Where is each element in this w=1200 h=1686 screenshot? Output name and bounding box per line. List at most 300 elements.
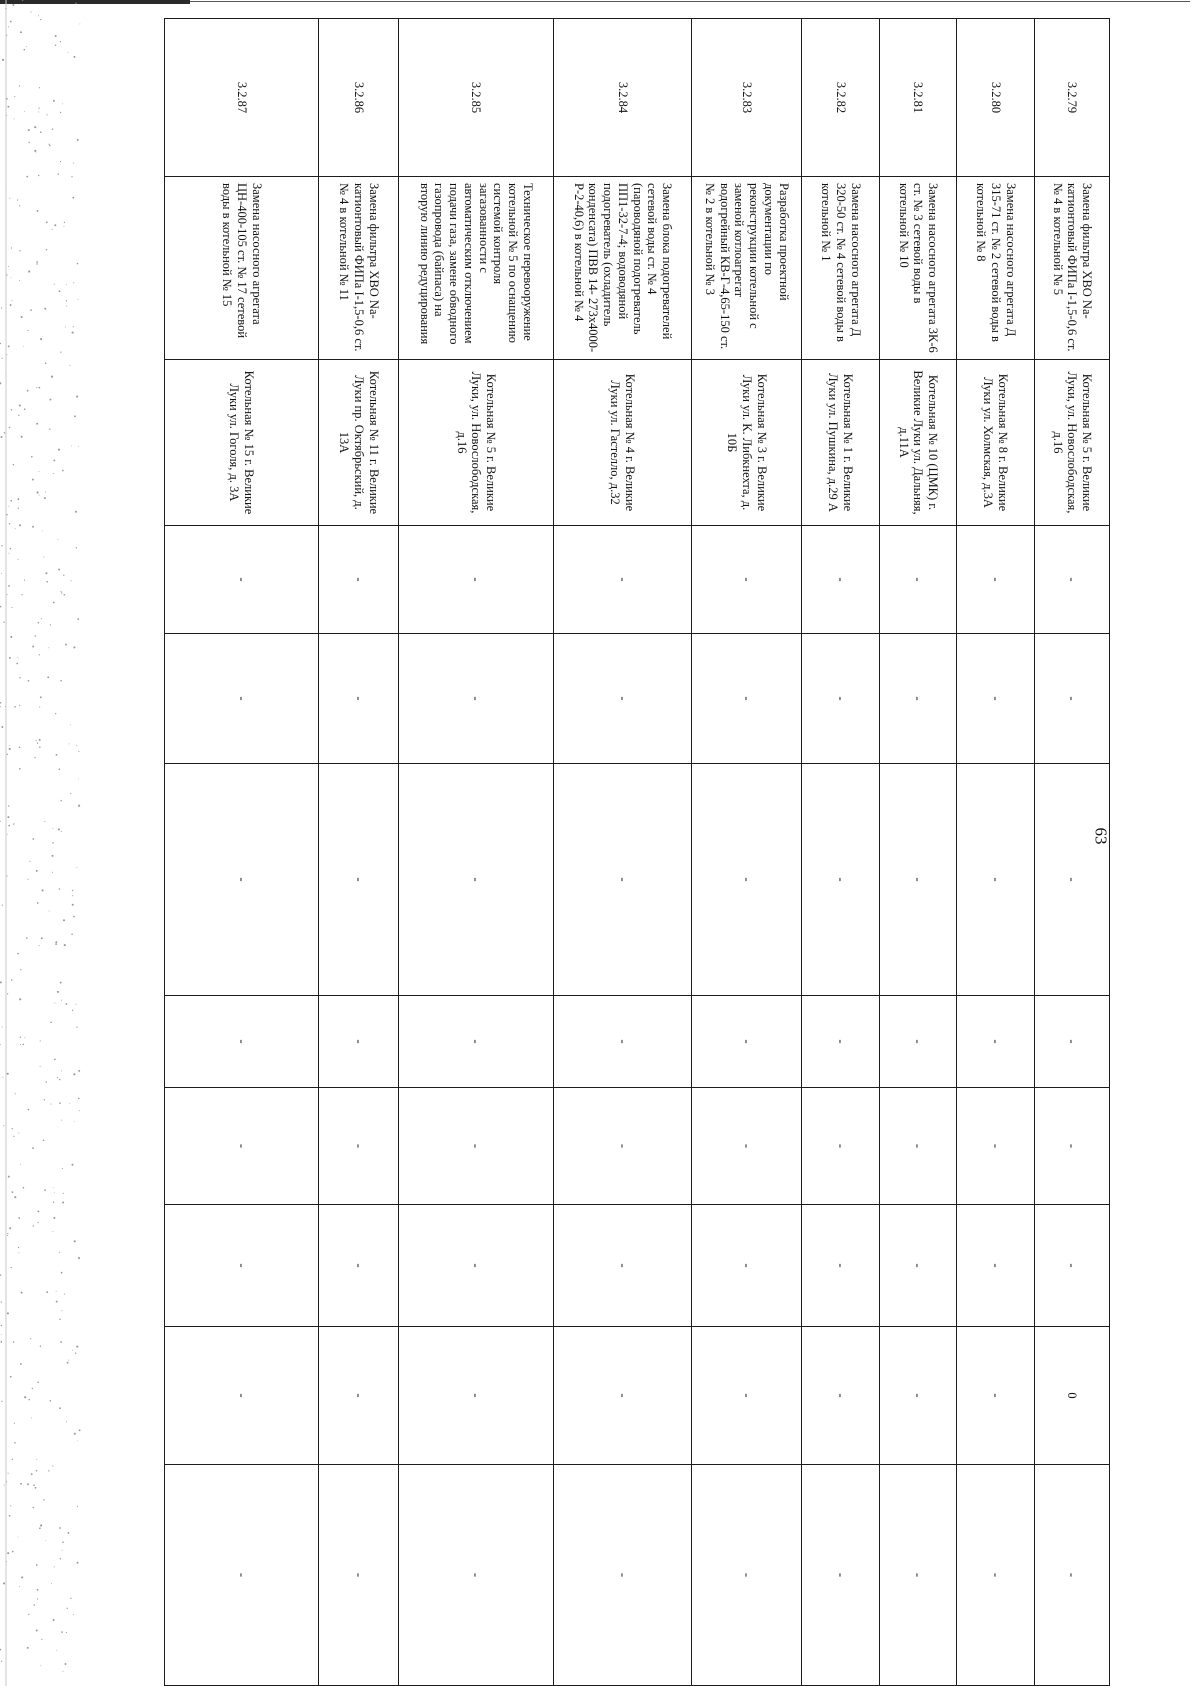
value-cell: - [319,1465,399,1686]
scan-speck [1,573,2,574]
value-cell: - [399,1205,554,1327]
scan-speck [13,464,14,465]
value-cell: - [692,996,802,1088]
row-number-cell: 3.2.85 [399,19,554,177]
scan-speck [37,1598,38,1599]
scan-speck [45,362,47,364]
scan-speck [34,150,36,152]
scan-speck [36,740,37,741]
scan-speck [27,1647,29,1649]
value-cell: - [802,1327,880,1465]
scan-speck [73,1614,74,1615]
scan-speck [56,1301,58,1303]
scan-speck [14,1442,16,1444]
scan-speck [57,1077,58,1078]
scan-speck [33,1604,35,1606]
value-cell: - [554,1088,692,1205]
scan-speck [8,805,9,806]
scan-speck [0,1649,1,1651]
scan-speck [19,677,21,679]
boiler-address-cell: Котельная № 4 г. Великие Луки ул. Гастелло, д.32 [554,360,692,526]
scan-speck [4,432,6,434]
scan-speck [14,706,16,708]
scan-speck [67,1362,69,1364]
scan-speck [40,696,42,698]
scan-speck [23,346,24,347]
scan-speck [71,176,72,177]
scan-speck [78,1070,80,1072]
scan-speck [50,1021,52,1023]
value-cell: - [802,1465,880,1686]
scan-speck [52,1466,53,1467]
scan-speck [50,624,51,625]
scan-speck [54,224,56,226]
scan-speck [19,768,21,770]
row-number-cell: 3.2.82 [802,19,880,177]
scan-speck [47,676,49,678]
scan-speck [52,842,54,844]
table-row [802,19,880,1686]
scan-speck [60,112,61,113]
scan-speck [33,1484,35,1486]
scan-speck [60,351,61,352]
scan-speck [46,1291,48,1293]
value-cell: - [1035,1465,1110,1686]
value-cell: 0 [1035,1327,1110,1465]
scan-speck [65,327,66,328]
value-cell: - [692,526,802,634]
scan-speck [19,250,20,251]
scan-speck [66,1632,67,1633]
scan-speck [49,145,50,146]
scan-speck [7,1233,8,1234]
value-cell: - [554,764,692,996]
value-cell: - [165,1465,319,1686]
value-cell: - [957,1088,1035,1205]
scan-speck [66,305,67,306]
table-body [165,19,1110,1686]
scan-speck [39,387,41,389]
scan-speck [59,1102,61,1104]
value-cell: - [165,996,319,1088]
scan-speck [17,498,19,500]
scan-speck [48,647,49,648]
scan-speck [60,1558,61,1559]
scan-speck [9,427,10,428]
scan-speck [78,446,79,447]
scan-speck [10,636,12,638]
scan-speck [20,1483,22,1485]
scan-speck [26,176,28,178]
scan-speck [66,300,67,301]
scan-speck [17,199,18,200]
scan-speck [39,707,40,708]
scan-speck [72,890,73,891]
scan-speck [70,793,71,794]
scan-speck [9,745,10,746]
scan-speck [49,399,51,401]
scan-speck [76,1346,78,1348]
scan-speck [9,1227,11,1229]
value-cell: - [880,996,957,1088]
scan-speck [18,1537,19,1538]
scan-speck [46,581,48,583]
value-cell: - [1035,526,1110,634]
scan-speck [39,495,40,496]
scan-speck [12,1459,13,1460]
boiler-address-cell: Котельная № 1 г. Великие Луки ул. Пушкина, д.29 А [802,360,880,526]
scan-speck [22,1044,24,1046]
scan-speck [51,1583,52,1584]
scan-speck [7,594,8,595]
scan-speck [58,568,60,570]
scan-speck [79,23,80,24]
work-description-cell: Замена насосного агрегата Д 320-50 ст. № 4 сетевой воды в котельной № 1 [802,177,880,360]
scan-speck [33,1225,34,1226]
scan-speck [63,1671,64,1672]
scan-speck [18,1132,19,1133]
scan-speck [75,2,76,3]
scan-speck [1,726,3,728]
scan-speck [59,290,61,292]
scan-speck [71,445,72,446]
scan-speck [53,459,55,461]
value-cell: - [319,996,399,1088]
value-cell: - [165,1327,319,1465]
scan-speck [52,872,53,873]
scan-speck [7,1312,9,1314]
scan-speck [78,778,79,779]
scan-speck [2,1077,3,1078]
value-cell: - [319,764,399,996]
table-row [319,19,399,1686]
scan-speck [38,1222,39,1223]
scan-speck [20,31,22,33]
scan-speck [14,118,15,119]
scan-speck [43,556,44,557]
scan-speck [2,1026,3,1027]
scan-speck [68,1360,69,1361]
scan-speck [65,1663,67,1665]
scan-speck [45,572,47,574]
scan-speck [20,1363,22,1365]
scan-speck [42,530,43,531]
scan-speck [30,1338,31,1339]
scan-speck [18,1252,19,1253]
scan-speck [59,1407,61,1409]
scan-speck [62,1168,63,1169]
scan-speck [58,449,60,451]
value-cell: - [399,764,554,996]
scan-speck [6,354,7,355]
scan-speck [12,1191,14,1193]
table-row [692,19,802,1686]
value-cell: - [399,996,554,1088]
scan-speck [32,526,34,528]
scan-speck [19,705,20,706]
scan-speck [19,524,21,526]
value-cell: - [399,1088,554,1205]
scan-speck [32,479,34,481]
table-row [165,19,319,1686]
scan-speck [77,263,79,265]
scan-speck [18,415,19,416]
value-cell: - [554,1465,692,1686]
scan-speck [26,46,27,47]
scan-speck [74,1121,75,1122]
value-cell: - [880,526,957,634]
scan-speck [59,1079,61,1081]
scan-speck [59,768,61,770]
scan-speck [73,326,74,327]
scan-speck [1,1401,2,1402]
scan-speck [13,1341,15,1343]
scan-speck [15,528,16,529]
scan-speck [24,408,26,410]
scan-speck [65,1003,67,1005]
scan-speck [43,1499,44,1500]
scan-speck [1,1325,2,1326]
scan-speck [38,107,39,108]
scan-speck [77,139,79,141]
scan-speck [73,282,74,283]
table-row [399,19,554,1686]
value-cell: - [1035,1088,1110,1205]
scan-speck [55,941,57,943]
scan-speck [28,270,30,272]
scan-speck [63,575,64,576]
scan-speck [10,304,12,306]
scan-speck [36,1564,38,1566]
scan-speck [45,492,46,493]
scan-speck [61,1310,62,1311]
scan-speck [10,548,12,550]
scan-speck [28,1614,29,1615]
scan-speck [62,103,63,104]
scan-speck [8,1176,10,1178]
scan-speck [68,52,69,53]
scan-speck [61,592,62,593]
page-number: 63 [1091,827,1111,845]
work-description-cell: Разработка проектной документации по реконструкции котельной с заменой котлоагрегат водогрейный КВ-Г-4,65-150 ст. № 2 в котельной № 3 [692,177,802,360]
scan-speck [46,1081,47,1082]
scan-speck [19,85,20,86]
boiler-address-cell: Котельная № 15 г. Великие Луки ул. Гоголя, д. 3А [165,360,319,526]
scan-speck [69,743,70,744]
boiler-address-cell: Котельная № 11 г. Великие Луки пр. Октябрьский, д. 13А [319,360,399,526]
scan-speck [8,506,9,507]
scan-speck [11,979,13,981]
value-cell: - [802,634,880,764]
scan-speck [31,456,33,458]
scan-speck [19,205,20,206]
scan-speck [74,1240,76,1242]
scan-speck [8,1473,9,1474]
scan-speck [60,982,62,984]
scan-speck [34,757,35,758]
scan-speck [19,998,21,1000]
scan-speck [2,59,4,61]
scan-speck [0,382,1,384]
value-cell: - [554,526,692,634]
scan-speck [40,1346,41,1347]
work-description-cell: Замена насосного агрегата ЦН-400-105 ст. № 17 сетевой воды в котельной № 15 [165,177,319,360]
scan-speck [41,618,42,619]
scan-speck [66,1421,67,1422]
value-cell: - [399,526,554,634]
scan-speck [21,594,22,595]
value-cell: - [319,1088,399,1205]
scan-speck [0,606,1,608]
value-cell: - [165,634,319,764]
scan-speck [24,579,25,580]
scan-speck [32,1388,33,1389]
scan-speck [39,746,41,748]
scan-speck [57,991,59,993]
scan-speck [52,128,54,130]
scan-speck [53,1201,54,1202]
scan-speck [33,1507,35,1509]
scan-speck [46,249,48,251]
work-description-cell: Замена фильтра ХВО Na-катионтовый ФИПа I-1,5-0,6 ст. № 4 в котельной № 5 [1035,177,1110,360]
scan-speck [7,1235,8,1236]
scan-speck [11,607,12,608]
scan-speck [0,1044,1,1045]
value-cell: - [692,1088,802,1205]
value-cell: - [880,1327,957,1465]
scan-speck [29,142,30,143]
scan-speck [40,338,42,340]
scan-speck [56,1291,57,1292]
scan-speck [1,307,2,308]
scan-speck [9,523,10,524]
scan-speck [0,1341,2,1343]
scan-speck [37,743,38,744]
scan-speck [77,1441,78,1442]
scan-speck [13,1136,14,1137]
value-cell: - [802,1205,880,1327]
value-cell: - [957,1327,1035,1465]
scan-speck [79,1110,80,1111]
scan-speck [47,114,48,115]
scan-speck [58,539,59,540]
scan-speck [37,1210,39,1212]
scan-speck [55,713,56,714]
scan-speck [72,895,73,896]
scan-speck [37,210,39,212]
scan-speck [39,1527,41,1529]
scan-speck [7,1552,9,1554]
work-description-cell: Замена фильтра ХВО Na-катионтовый ФИПа I-1,5-0,6 ст. № 4 в котельной № 11 [319,177,399,360]
scan-speck [1,1334,2,1335]
value-cell: - [165,526,319,634]
scan-speck [61,1000,62,1001]
scan-speck [74,415,76,417]
scan-speck [0,821,1,822]
scan-speck [32,646,34,648]
scan-speck [60,161,61,162]
scan-speck [44,1099,45,1100]
scan-speck [64,1294,65,1295]
scan-speck [39,654,40,655]
scan-speck [64,944,66,946]
scan-speck [71,934,73,936]
scan-speck [1,1301,2,1302]
scan-speck [12,1128,13,1129]
scan-speck [0,706,1,707]
scan-speck [7,816,9,818]
scan-speck [53,100,55,102]
scan-speck [21,1292,23,1294]
scan-speck [1,436,3,438]
scan-speck [17,559,18,560]
scan-speck [61,1272,63,1274]
value-cell: - [1035,1205,1110,1327]
scan-speck [23,1187,25,1189]
scan-speck [28,680,30,682]
scan-speck [56,754,58,756]
scan-speck [64,222,65,223]
value-cell: - [957,996,1035,1088]
scan-speck [59,1252,60,1253]
scan-speck [42,889,44,891]
value-cell: - [165,764,319,996]
scan-speck [20,1044,21,1045]
scan-speck [62,1550,63,1551]
scan-speck [40,131,42,133]
value-cell: - [957,1465,1035,1686]
scan-speck [21,436,23,438]
table-row [1035,19,1110,1686]
scan-noise-margin [0,0,90,1686]
scan-speck [67,1532,69,1534]
rotated-table-container [165,18,1110,1685]
scan-speck [32,838,34,840]
scan-speck [75,511,77,513]
scan-speck [55,44,56,45]
scan-speck [44,497,46,499]
scan-speck [34,635,36,637]
scan-speck [50,1104,51,1105]
scan-speck [8,345,10,347]
scan-speck [4,1485,5,1486]
scan-speck [43,1140,45,1142]
scan-speck [57,173,58,174]
scan-speck [3,1125,4,1126]
scan-speck [52,1231,53,1232]
scan-speck [20,969,21,970]
scan-speck [73,916,75,918]
row-number-cell: 3.2.80 [957,19,1035,177]
scan-speck [59,888,61,890]
scan-speck [9,198,10,199]
scan-speck [75,1353,76,1354]
scan-speck [3,621,4,622]
boiler-address-cell: Котельная № 5 г. Великие Луки, ул. Новослободская, д.16 [1035,360,1110,526]
scan-speck [53,602,55,604]
scan-speck [10,21,12,23]
scan-speck [0,1274,1,1275]
value-cell: - [692,1205,802,1327]
scan-speck [64,226,65,227]
scan-speck [36,261,38,263]
scan-speck [76,1026,77,1027]
value-cell: - [1035,634,1110,764]
scan-speck [61,1631,63,1633]
scan-speck [3,1582,5,1584]
scan-speck [36,1459,37,1460]
value-cell: - [554,1205,692,1327]
